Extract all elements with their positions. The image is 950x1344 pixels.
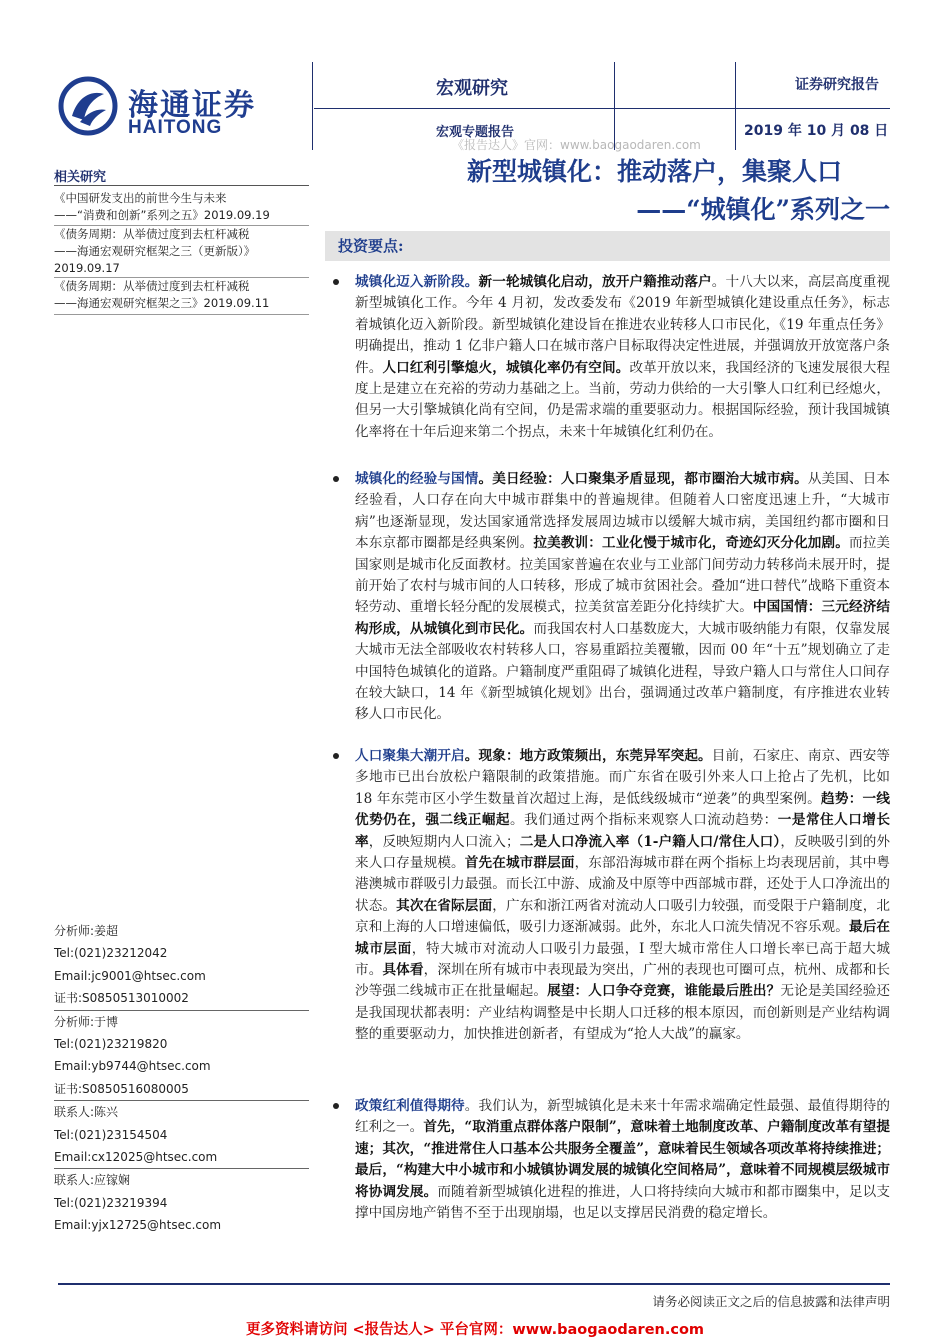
contact-email[interactable]: Email:yb9744@htsec.com <box>54 1059 211 1074</box>
related-item[interactable]: 《中国研发支出的前世今生与未来 ——“消费和创新”系列之五》2019.09.19 <box>54 191 270 222</box>
contact-name: 分析师:姜超 <box>54 924 119 938</box>
contact-name: 联系人:应镓娴 <box>54 1168 309 1191</box>
page-title: 新型城镇化：推动落户，集聚人口 <box>466 157 842 186</box>
contact-cert: 证书:S0850513010002 <box>54 991 189 1006</box>
text-segment: 。我们通过两个指标来观察人口流动趋势： <box>510 812 778 829</box>
header-divider-left <box>312 62 313 150</box>
contact-name: 联系人:陈兴 <box>54 1100 309 1123</box>
sidebar-rule <box>54 185 309 186</box>
text-segment: 。十八大以来，高层高度重视新型城镇化工作。今年 4 月初，发改委发布《2019 年新型城镇化建设重点任务》，标志着城镇化迈入新阶段。新型城镇化建设旨在推进农业转移人口市民化，《19 年重点任务》明确提出，推动 1 亿非户籍人口在城市落户目标取得决定性进展，并强调放开放宽落户条件。 <box>355 274 891 376</box>
text-segment: 趋势：一线优势仍在，强二线正崛起 <box>355 790 891 829</box>
sidebar-rule <box>54 314 309 315</box>
related-item[interactable]: 《债务周期：从举债过度到去杠杆减税 ——海通宏观研究框架之三》2019.09.11 <box>54 277 309 312</box>
header-divider-right <box>735 62 736 150</box>
promo-link[interactable]: 更多资料请访问 <报告达人> 平台官网：www.baogaodaren.com <box>245 1322 705 1338</box>
watermark: 《报告达人》官网：www.baogaodaren.com <box>452 138 701 152</box>
text-segment: 具体看 <box>382 962 424 979</box>
text-segment: 目前，石家庄、南京、西安等多地市已出台放松户籍限制的政策措施。而广东省在吸引外来人口上抢占了先机，比如 18 年东莞市区小学生数量首次超过上海，是低线级城市“逆袭”的典型案例。 <box>355 748 891 807</box>
footer-rule <box>58 1283 890 1285</box>
related-item[interactable]: 《债务周期：从举债过度到去杠杆减税 ——海通宏观研究框架之三（更新版）》 2019.09.17 <box>54 225 309 277</box>
text-segment: 拉美教训：工业化慢于城市化，奇迹幻灭分化加剧。 <box>533 535 849 552</box>
text-segment: 。我们认为，新型城镇化是未来十年需求端确定性最强、最值得期待的红利之一。 <box>355 1098 891 1136</box>
key-points-label: 投资要点: <box>338 237 404 255</box>
key-point-item <box>333 746 890 1046</box>
disclaimer-note: 请务必阅读正文之后的信息披露和法律声明 <box>652 1294 890 1309</box>
text-segment: 最后在城市层面 <box>355 919 891 957</box>
text-segment: 改革开放以来，我国经济的飞速发展很大程度上是建立在充裕的劳动力基础之上。当前，劳动力供给的一大引擎人口红利已经熄火，但另一大引擎城镇化尚有空间，仍是需求端的重要驱动力。根据国际经验，预计我国城镇化率将在十年后迎来第二个拐点，未来十年城镇化红利仍在。 <box>355 359 891 440</box>
key-point-text <box>355 272 890 443</box>
text-segment: ，广东和浙江两省对流动人口吸引力较强，而受限于户籍制度，北京和上海的人口增速偏低，吸引力逐渐减弱。此外，东北人口流失情况不容乐观。 <box>355 897 891 936</box>
logo-chinese-name: 海通证券 <box>128 88 256 123</box>
contact-cert: 证书:S0850516080005 <box>54 1081 189 1096</box>
text-segment: 二是人口净流入率（1-户籍人口/常住人口） <box>519 833 781 850</box>
bullet-dot-icon <box>333 1103 339 1109</box>
text-segment: 政策红利值得期待 <box>355 1098 465 1114</box>
contact-email[interactable]: Email:jc9001@htsec.com <box>54 968 206 983</box>
contact-email[interactable]: Email:yjx12725@htsec.com <box>54 1218 222 1233</box>
text-segment: 无论是美国经验还是我国现状都表明：产业结构调整是中长期人口迁移的根本原因，而创新则是产业结构调整的重要驱动力，加快推进创新者，有望成为“抢人大战”的赢家。 <box>355 983 891 1043</box>
text-segment: 一是常住人口增长率 <box>355 812 891 850</box>
contact-tel: Tel:(021)23212042 <box>54 946 168 961</box>
section-name: 宏观研究 <box>436 78 508 99</box>
text-segment: 中国国情：三元经济结构形成，从城镇化到市民化。 <box>355 599 891 637</box>
text-segment: 从美国、日本经验看，人口存在向大中城市群集中的普遍规律。但随着人口密度迅速上升，“大城市病”也逐渐显现，发达国家通常选择发展周边城市以缓解大城市病，美国纽约都市圈和日本东京都市圈都是经典案例。 <box>355 471 891 552</box>
text-segment: 首先，“取消重点群体落户限制”，意味着土地制度改革、户籍制度改革有望提速；其次，“推进常住人口基本公共服务全覆盖”，意味着民生领域各项改革将持续推进；最后，“构建大中小城市和小城镇协调发展的城镇化空间格局”，意味着不同规模层级城市将协调发展。 <box>355 1119 890 1200</box>
text-segment: 城镇化的经验与国情 <box>355 471 479 487</box>
key-point-text <box>355 469 890 726</box>
text-segment: 其次在省际层面 <box>396 897 493 914</box>
key-point-item <box>333 469 890 726</box>
text-segment: 而我国农村人口基数庞大，大城市吸纳能力有限，仅靠发展大城市无法全部吸收农村转移人口，容易重蹈拉美覆辙，因而 00 年“十五”规划确立了走中国特色城镇化的道路。户籍制度严重阻碍了城镇化进程，导致户籍人口与常住人口间存在较大缺口，14 年《新型城镇化规划》出台，强调通过改革户籍制度，有序推进农业转移人口市民化。 <box>355 620 890 723</box>
text-segment: ，深圳在所有城市中表现最为突出，广州的表现也可圈可点，杭州、成都和长沙等强二线城市正在批量崛起。 <box>355 962 891 1000</box>
bullet-dot-icon <box>333 279 339 285</box>
bullet-dot-icon <box>333 476 339 482</box>
report-date: 2019 年 10 月 08 日 <box>744 123 889 139</box>
text-segment: 而随着新型城镇化进程的推进，人口将持续向大城市和都市圈集中，足以支撑中国房地产销售不至于出现崩塌，也足以支撑居民消费的稳定增长。 <box>355 1183 890 1222</box>
text-segment: ，反映短期内人口流入； <box>368 833 520 850</box>
key-point-item <box>333 1096 890 1224</box>
text-segment: 展望：人口争夺竞赛，谁能最后胜出？ <box>547 983 781 1000</box>
text-segment: 。现象：地方政策频出，东莞异军突起。 <box>464 748 712 764</box>
contact-tel: Tel:(021)23219394 <box>54 1195 168 1210</box>
text-segment: 。美日经验：人口聚集矛盾显现，都市圈治大城市病。 <box>478 471 808 487</box>
text-segment: ，反映吸引到的外来人口存量规模。 <box>355 833 891 872</box>
text-segment: 而拉美国家则是城市化反面教材。拉美国家普遍在农业与工业部门间劳动力转移尚未展开时，提前开始了农村与城市间的人口转移，形成了城市贫困社会。叠加“进口替代”战略下重资本轻劳动、重增长轻分配的发展模式，拉美贫富差距分化持续扩大。 <box>355 535 891 616</box>
contact-tel: Tel:(021)23154504 <box>54 1127 168 1142</box>
analyst-contacts <box>54 920 309 1236</box>
text-segment: ，东部沿海城市群在两个指标上均表现居前，其中粤港澳城市群吸引力最强。而长江中游、成渝及中原等中西部城市群，还处于人口净流出的状态。 <box>355 855 891 914</box>
contact-tel: Tel:(021)23219820 <box>54 1036 168 1051</box>
logo-english-name: HAITONG <box>128 117 223 138</box>
key-point-text <box>355 1096 890 1224</box>
page-subtitle: ——“城镇化”系列之一 <box>636 195 890 224</box>
text-segment: 城镇化迈入新阶段。 <box>355 274 479 290</box>
contact-name: 分析师:于博 <box>54 1010 309 1033</box>
bullet-dot-icon <box>333 753 339 759</box>
header-rule <box>314 108 890 109</box>
key-point-text <box>355 746 890 1046</box>
text-segment: 首先在城市群层面 <box>464 855 575 872</box>
contact-email[interactable]: Email:cx12025@htsec.com <box>54 1149 218 1164</box>
text-segment: 人口红利引擎熄火，城镇化率仍有空间。 <box>382 359 630 376</box>
related-research-heading: 相关研究 <box>54 170 107 185</box>
report-type: 宏观专题报告 <box>436 125 515 140</box>
text-segment: 新一轮城镇化启动，放开户籍推动落户 <box>478 274 712 290</box>
report-kind: 证券研究报告 <box>795 77 879 93</box>
key-point-item <box>333 272 890 443</box>
text-segment: ，特大城市对流动人口吸引力最强，I 型大城市常住人口增长率已高于超大城市。 <box>355 940 890 979</box>
text-segment: 人口聚集大潮开启 <box>355 748 465 764</box>
haitong-logo-icon <box>58 76 118 136</box>
key-points-bar <box>325 231 890 261</box>
